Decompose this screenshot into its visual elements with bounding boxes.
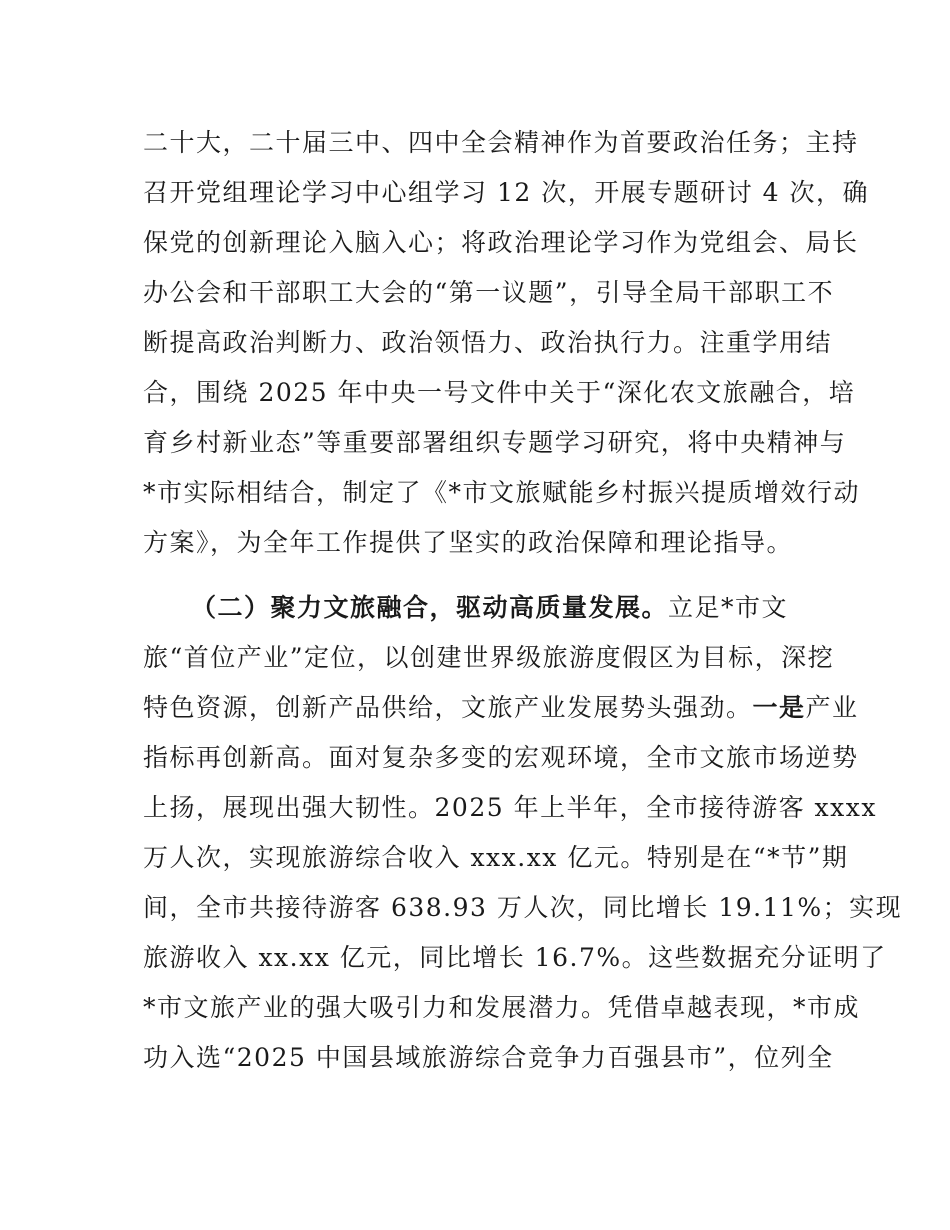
point-prefix: 特色资源，创新产品供给，文旅产业发展势头强劲。	[143, 693, 753, 722]
section-heading: （二）聚力文旅融合，驱动高质量发展。	[191, 593, 669, 622]
paragraph-line: *市文旅产业的强大吸引力和发展潜力。凭借卓越表现，*市成	[143, 993, 861, 1022]
paragraph-line: 育乡村新业态”等重要部署组织专题学习研究，将中央精神与	[143, 428, 847, 457]
paragraph-line: 上扬，展现出强大韧性。2025 年上半年，全市接待游客 xxxx	[143, 793, 877, 822]
paragraph-line: 指标再创新高。面对复杂多变的宏观环境，全市文旅市场逆势	[143, 743, 859, 772]
paragraph-line: *市实际相结合，制定了《*市文旅赋能乡村振兴提质增效行动	[143, 478, 861, 507]
paragraph-line: 合，围绕 2025 年中央一号文件中关于“深化农文旅融合，培	[143, 378, 856, 407]
paragraph-line: 旅游收入 xx.xx 亿元，同比增长 16.7%。这些数据充分证明了	[143, 943, 887, 972]
paragraph-line: 间，全市共接待游客 638.93 万人次，同比增长 19.11%；实现	[143, 893, 903, 922]
paragraph-line: 召开党组理论学习中心组学习 12 次，开展专题研讨 4 次，确	[143, 178, 870, 207]
paragraph-line: 办公会和干部职工大会的“第一议题”，引导全局干部职工不	[143, 278, 835, 307]
paragraph-line: 二十大，二十届三中、四中全会精神作为首要政治任务；主持	[143, 128, 859, 157]
paragraph-line	[143, 693, 859, 723]
paragraph-line: 功入选“2025 中国县域旅游综合竞争力百强县市”，位列全	[143, 1043, 834, 1072]
section-heading-tail: 立足*市文	[668, 593, 789, 622]
paragraph-line: 保党的创新理论入脑入心；将政治理论学习作为党组会、局长	[143, 228, 859, 257]
point-one-tail: 产业	[805, 693, 859, 722]
section-heading-line	[191, 593, 788, 623]
point-one-label: 一是	[752, 693, 806, 722]
paragraph-line: 旅“首位产业”定位，以创建世界级旅游度假区为目标，深挖	[143, 643, 835, 672]
paragraph-line: 万人次，实现旅游综合收入 xxx.xx 亿元。特别是在“*节”期	[143, 843, 849, 872]
paragraph-line: 方案》，为全年工作提供了坚实的政治保障和理论指导。	[143, 528, 794, 557]
paragraph-line: 断提高政治判断力、政治领悟力、政治执行力。注重学用结	[143, 328, 833, 357]
